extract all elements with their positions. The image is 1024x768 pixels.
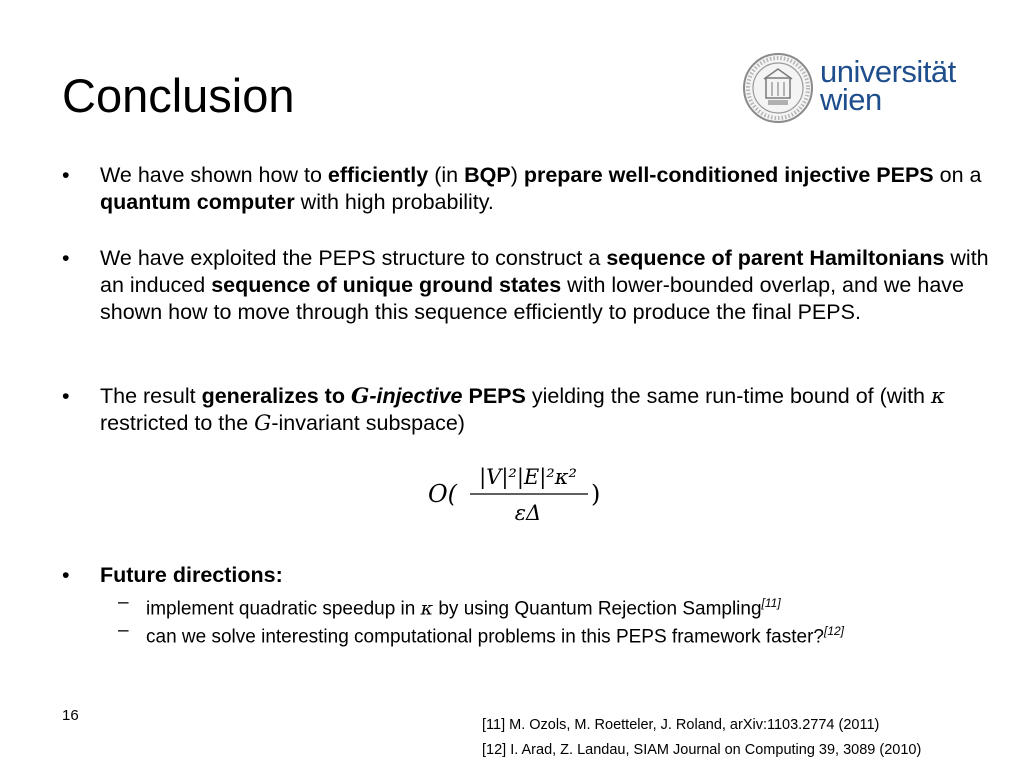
math-symbol-g: G: [350, 384, 370, 409]
bullet-marker: •: [62, 246, 70, 270]
formula-denominator: εΔ: [514, 501, 542, 525]
sub-bullet-marker: –: [118, 620, 129, 641]
text-run: -invariant subspace): [271, 411, 465, 435]
emphasis-generalizes: generalizes to: [201, 384, 351, 408]
university-wordmark: [820, 54, 956, 117]
slide-title: Conclusion: [62, 69, 295, 122]
emphasis-bqp: BQP: [464, 163, 511, 187]
emphasis-quantum-computer: quantum computer: [100, 190, 295, 214]
university-seal-icon: [742, 52, 814, 124]
text-run: ): [510, 163, 524, 187]
emphasis-injective: -injective: [369, 384, 463, 408]
university-logo: [742, 52, 982, 130]
bullet-marker: •: [62, 384, 70, 408]
reference-12: [12] I. Arad, Z. Landau, SIAM Journal on Computing 39, 3089 (2010): [482, 742, 922, 758]
references: [482, 713, 921, 763]
math-symbol-kappa: κ: [930, 384, 946, 409]
text-run: restricted to the: [100, 411, 255, 435]
text-run: (in: [428, 163, 465, 187]
math-symbol-g: G: [254, 411, 272, 436]
sub-bullet-text: [146, 591, 1006, 621]
reference-11: [11] M. Ozols, M. Roetteler, J. Roland, arXiv:1103.2774 (2011): [482, 717, 880, 733]
bullet-marker: •: [62, 163, 70, 187]
text-run: We have shown how to: [100, 163, 328, 187]
sub-bullet-marker: –: [118, 592, 129, 613]
bullet-text: [100, 245, 1000, 326]
wordmark-line-2: wien: [820, 82, 882, 117]
future-directions-heading: Future directions:: [100, 563, 283, 587]
runtime-formula: [428, 458, 608, 530]
math-symbol-kappa: κ: [420, 597, 434, 620]
emphasis-unique-ground-states: sequence of unique ground states: [211, 273, 562, 297]
formula-prefix: O(: [428, 480, 458, 508]
text-run: with lower-bounded overlap, and we have shown how to move through this sequence efficiently to produce the final PEPS.: [100, 273, 964, 324]
wordmark-line-1: universität: [820, 54, 956, 89]
bullet-text: [100, 162, 1000, 216]
text-run: on a: [933, 163, 982, 187]
citation-12: [12]: [823, 624, 844, 638]
emphasis-peps: PEPS: [462, 384, 526, 408]
emphasis-injective-peps: prepare well-conditioned injective PEPS: [523, 163, 934, 187]
text-run: implement quadratic speedup in: [146, 598, 421, 620]
page-number: 16: [62, 707, 79, 724]
bullet-text: [100, 562, 1000, 589]
text-run: The result: [100, 384, 202, 408]
text-run: We have exploited the PEPS structure to construct a: [100, 246, 607, 270]
bullet-marker: •: [62, 563, 70, 587]
text-run: can we solve interesting computational problems in this PEPS framework faster?: [146, 626, 824, 648]
text-run: with an induced: [100, 246, 989, 297]
citation-11: [11]: [761, 596, 781, 610]
formula-suffix: ): [591, 480, 601, 508]
emphasis-efficiently: efficiently: [327, 163, 429, 187]
formula-numerator: |V|²|E|²κ²: [479, 465, 577, 489]
text-run: by using Quantum Rejection Sampling: [433, 598, 762, 620]
bullet-text: [100, 383, 1000, 437]
emphasis-parent-hamiltonians: sequence of parent Hamiltonians: [606, 246, 945, 270]
sub-bullet-text: [146, 619, 1006, 649]
text-run: yielding the same run-time bound of (with: [525, 384, 931, 408]
text-run: with high probability.: [294, 190, 494, 214]
